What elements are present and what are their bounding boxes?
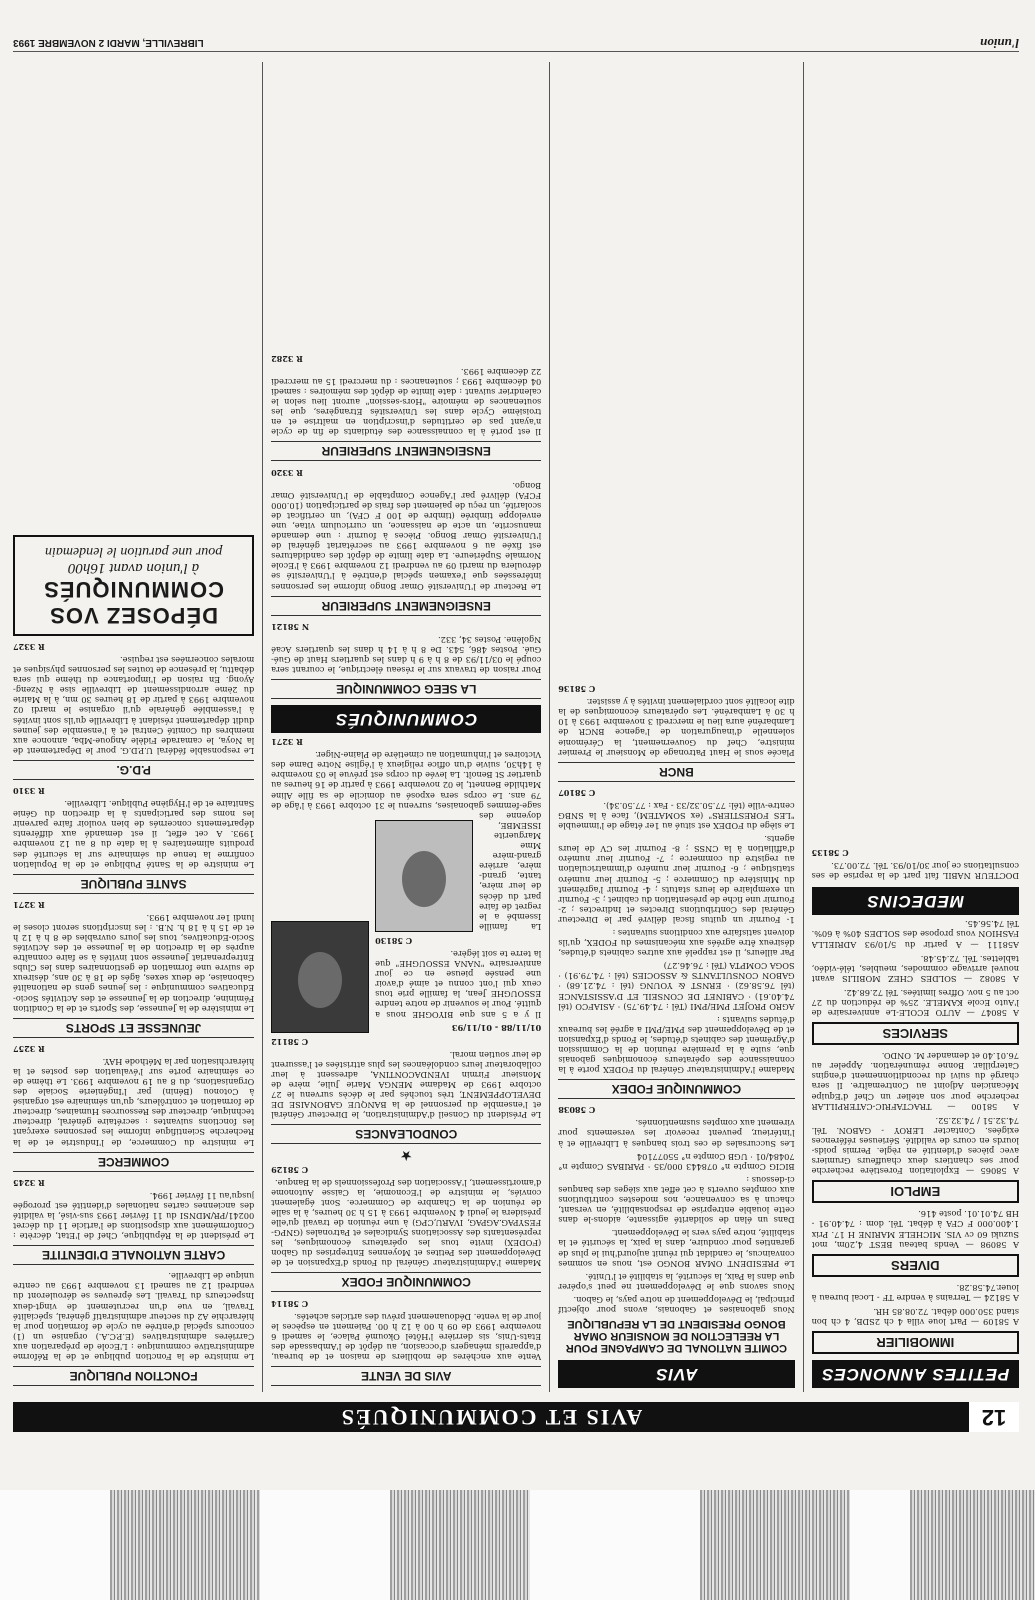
- fodex-paragraph: AGRO PROJET PME/PMI (Tél : 74.49.75) · ASIAFCO (tél 74.40.61) · CABINET DE CONSEIL ET D'ASSISTANCE (tél 76.58.62) · ERNST & YOUNG (tél : 74.21.68) · GABON CONSULTANTS & ASSOCIES (tél : 74.79.91) · SOGA COMPTA (Tél : 76.46.27): [558, 961, 795, 1012]
- dateline: LIBREVILLE, MARDI 2 NOVEMBRE 1993: [13, 37, 204, 49]
- avis-de-vente-text: Vente aux enchères de mobiliers de maison et de bureau, d'appareils ménagers d'occasion, au dépôt de l'Ambassade des Etats-Unis, sis derrière l'Hôtel Okoumé Palace, le samedi 6 novembre 1993 de 09 h 00 à 12 h 00. Paiement en espèces le jour de la vente. Dédouanement prévu des articles achetés.: [271, 1311, 542, 1362]
- reference-code: R 3257: [13, 1043, 45, 1054]
- enseignement-2-heading: ENSEIGNEMENT SUPERIEUR: [271, 441, 541, 461]
- noise-bar: [110, 1490, 260, 1600]
- column-rule: [549, 62, 550, 1392]
- reference-code: R 3271: [13, 899, 45, 910]
- seeg-heading: LA SEEG COMMUNIQUE: [271, 679, 541, 699]
- services-heading: SERVICES: [812, 1022, 1019, 1045]
- deposez-line-2: à l'union avant 16h00: [68, 559, 200, 576]
- enseignement-text: Le Recteur de l'Université Omar Bongo informe les personnes intéressées que l'examen spécial d'entrée à l'Université se déroulera du mardi 09 au vendredi 12 novembre 1993 à l'Ecole Normale Supérieure. La date limite de dépôt des candidatures est fixée au 6 novembre 1993 au secrétariat général de l'Université Omar Bongo. Pièces à fournir : une demande manuscrite, un acte de naissance, un curriculum vitae, une enveloppe timbrée (timbre de 100 F CFA), un certificat de scolarité, un reçu de paiement des frais de participation (10.000 FCFA) délivré par l'Agence Comptable de l'Université Omar Bongo.: [271, 480, 542, 592]
- in-memoriam-dates: 01/11/88 - 01/11/93: [451, 1022, 542, 1033]
- classified-ad: A 58047 — AUTO ECOLE-Le anniversaire de l'Auto Ecole KAMELE. 25% de réduction du 27 oct au 5 nov. Offres limitées. Tél 72.68.42.: [811, 987, 1019, 1019]
- classified-ad: A 58098 — Vends bateau BEST 4,20m, mot Suzuki 60 cv VIS. MICHELE MARINE H 17. Prix 1.400.000 F CFA à débat. Tél. dom : 74.40.91 - HB 74.01.01. poste 416.: [811, 1209, 1019, 1250]
- portrait-photo: [375, 820, 473, 932]
- jeunesse-text: Le ministère de la Jeunesse, des Sports et de la Condition Féminine, direction de la Jeunesse et des Activités Socio-Educatives communique : les jeunes gens de nationalité Gabonaise, de deux sexes, âgés de 18 à 30 ans, désireux de suivre une formation de gestionnaires dans les Clubs Entreprenariat Jeunesse sont invités à se faire connaître auprès de la direction de la jeunesse et des Activités Socio-Educatives, tous les jours ouvrables de 8 h à 12 h et de 15 h à 18 h. N.B. : les inscriptions seront closes le lundi 1er novembre 1993.: [13, 912, 255, 1014]
- avis-title: COMITE NATIONAL DE CAMPAGNE POUR LA REELECTION DE MONSIEUR OMAR BONGO PRESIDENT DE LA REPUBLIQUE: [565, 1318, 788, 1354]
- avis-paragraph: Le PRESIDENT OMAR BONGO est, nous en sommes convaincus, le candidat qui réunit aujourd'hui le plus de garanties pour conduire, dans la paix, la sécurité et la stabilité, notre pays vers le Développement.: [558, 1228, 795, 1269]
- fonction-publique-heading: FONCTION PUBLIQUE: [13, 1366, 254, 1386]
- classified-ad: A 58065 — Exploitation Forestière recherche pour ses chantiers deux chauffeurs Grumiers avec pièces d'identité en règle. Permis poids-lourds en cours de validité. Sérieuses références exigées. Contacter LEROY - GABON. Tél. 74.32.51 / 74.32.52.: [811, 1115, 1019, 1177]
- fodex-paragraph: Madame l'Administrateur Général du FODEX porte à la connaissance des opérateurs économiques gabonais que, suite à la première réunion de la Commission d'Agrément des cabinets d'études, le Fonds d'Expansion et de Développement des PME/PMI a agréé les bureaux d'études suivants :: [558, 1014, 795, 1076]
- condoleances-text: Le Président du Conseil d'Administration, le Directeur Général et l'ensemble du personnel de la BANQUE GABONAISE DE DEVELOPPEMENT, très touchés par le décès survenu le 27 octobre 1993 de Madame MENGA Marie Julie, mère de Monsieur Firmin IVENDACONTINA, adressent à leur collaborateur leurs condoléances les plus attristées et l'assurent de leur soutien moral.: [271, 1049, 542, 1121]
- deposez-line-1: DÉPOSEZ VOS COMMUNIQUÉS: [43, 576, 225, 628]
- scanner-noise-strip: [0, 1490, 1035, 1600]
- reference-code: R 3327: [13, 641, 45, 652]
- columns: [13, 62, 1019, 1392]
- deposez-communiques-box: [13, 535, 254, 636]
- face-shape: [402, 851, 446, 907]
- column-avis: [558, 62, 794, 1392]
- sante-heading: SANTE PUBLIQUE: [13, 874, 254, 894]
- seeg-text: Pour raison de travaux sur le réseau électrique, le courant sera coupé le 03/11/93 de 8 h à 9 h dans les quartiers Haut de Gué-Gué. Postes 486, 543. De 8 h à 14 h dans les quartiers Acaé Ngolène. Postes 34, 332.: [271, 634, 542, 676]
- reference-code: C 58114: [271, 1298, 309, 1309]
- bncr-text: Placée sous le Haut Patronage de Monsieur le Premier ministre, Chef du Gouvernement, la Cérémonie solennelle d'inauguration de l'agence BNCR de Lambaréné aura lieu le mercredi 3 novembre 1993 à 10 h 30 à Lambaréné. Les opérateurs économiques de la dite localité sont cordialement invités à y assister.: [558, 697, 795, 758]
- column-rule: [803, 62, 804, 1392]
- portrait-photo: [271, 921, 369, 1033]
- fodex-paragraph: 1- Fournir un quitus fiscal délivré par le Directeur Général des Contributions Directes et Indirectes ; 2- Fournir une fiche de présentation du cabinet ; 3- Fournir un exemplaire de leurs statuts ; 4- Fournir l'agrément du Ministère du Commerce ; 5- Fournir leur numéro statistique ; 6- Fournir leur numéro d'immatriculation au registre du commerce ; 7- Fournir leur numéro d'affiliation à la CNSS ; 8- Fournir les CV de leurs agents.: [558, 834, 795, 925]
- classified-ad: A 58109 — Part loue villa 4 ch 2SDB, 4 ch bon stand 350.000 débat. 72.08.85 HR.: [811, 1306, 1019, 1327]
- petites-annonces-banner: PETITES ANNONCES: [812, 1360, 1019, 1388]
- avis-paragraph: Nous gabonaises et Gabonais, avons pour objectif principal, le Développement de notre pays, le Gabon.: [558, 1294, 795, 1315]
- commerce-text: Le ministre du Commerce, de l'Industrie et de la Recherche Scientifique informe les personnes exerçant les fonctions suivantes : secrétaire général, directeur technique, directeur des Ressources Humaines, directeur de formation et contrôleurs, qu'un séminaire est organisé à Cotonou (Bénin) par l'Ingénierie Sociale des Organisations, du 8 au 19 novembre 1993. Le thème de ce séminaire porte sur l'évaluation des postes et la hiérarchisation par la Méthode HAY.: [13, 1056, 255, 1148]
- enseignement-2-text: Il est porté à la connaissance des étudiants de fin de cycle n'ayant pas de certitudes d'inscription en maîtrise et en troisième Cycle dans les Universités Etrangères, que les soutenances de mémoire "Hors-session" auront lieu selon le calendrier suivant : date limite de dépôt des mémoires : samedi 04 décembre 1993 ; soutenances : du mercredi 15 au mercredi 22 décembre 1993.: [271, 366, 542, 438]
- section-title: AVIS ET COMMUNIQUÉS: [339, 1405, 643, 1430]
- column-petites-annonces: [812, 62, 1019, 1392]
- reference-code: C 58135: [811, 848, 849, 859]
- column-government: [13, 62, 254, 1392]
- avis-banner: AVIS: [558, 1360, 794, 1388]
- reference-code: C 58038: [558, 1105, 596, 1116]
- deces-text: La famille Issembé a le regret de faire part du décès de leur mère, tante, grand-mère, arrière grand-mère Mme Marguerite ISSEMBE, doyenne des sage-femmes gabonaises, survenu le 31 octobre 1993 à l'âge de 79 ans. Le corps sera exposé au domicile de sa fille Aline Mathilde Bennett, le 02 novembre 1993 à partir de 16 heures au quartier St Benoît. La levée du corps est prévue le 03 novembre à 14h30, suivie d'un office religieux à l'église Notre Dame des Victoires et l'inhumation au cimetière de Plaine-Niger.: [271, 750, 542, 932]
- reference-code: R 3271: [271, 737, 303, 748]
- fonction-publique-text: Le ministre de la Fonction publique et de la Réforme administrative communique : L'Ecole de préparation aux Carrières administratives (E.P.C.A.) organise un (1) concours spécial d'entrée au cycle de formation pour la hiérarchie A2 du secteur administratif général, spécialité Travail, en vue d'un recrutement de vingt-deux Inspecteurs du Travail. Les épreuves se dérouleront du vendredi 12 au samedi 13 novembre 1993 au centre unique de Libreville.: [13, 1271, 255, 1362]
- carte-identite-heading: CARTE NATIONALE D'IDENTITE: [13, 1245, 254, 1265]
- noise-bar: [390, 1490, 530, 1600]
- noise-bar: [700, 1490, 850, 1600]
- page-footer: [13, 35, 1019, 52]
- avis-de-vente-heading: AVIS DE VENTE: [271, 1366, 541, 1386]
- star-ornament-icon: ★: [399, 1147, 413, 1164]
- reference-code: C 58107: [558, 787, 596, 798]
- bncr-heading: BNCR: [558, 762, 794, 782]
- medecins-text: DOCTEUR NABIL fait part de la reprise de ses consultations ce jour 30/10/93. Tél. 72.00.73.: [811, 861, 1019, 882]
- noise-bar: [910, 1490, 1035, 1600]
- commerce-heading: COMMERCE: [13, 1152, 254, 1172]
- reference-code: N 58121: [271, 621, 310, 632]
- carte-identite-text: Le président de la République, Chef de l'Etat, décrète : Conformément aux dispositions de l'article 11 du décret 00241/PR/MDNSI du 11 février 1993 sus-visé, la validité des anciennes cartes nationales d'identité est prorogée jusqu'au 11 février 1994.: [13, 1190, 255, 1242]
- medecins-banner: MEDECINS: [812, 887, 1019, 915]
- blank-strip: [530, 1490, 700, 1600]
- blank-strip: [0, 1490, 110, 1600]
- running-header: [13, 1402, 1019, 1432]
- blank-strip: [850, 1490, 910, 1600]
- enseignement-heading: ENSEIGNEMENT SUPERIEUR: [271, 596, 541, 616]
- avis-paragraph: Dans un élan de solidarité agissante, aidons-le dans cette louable entreprise de responsabilité, en versant, chacun à sa convenance, nos modestes contributions aux comptes ouverts à cet effet aux sièges des banques ci-dessous :: [558, 1174, 795, 1226]
- reference-code: R 3320: [271, 467, 303, 478]
- in-memoriam-text: Il y a 5 ans que BIYOGHE nous a quitté. Pour le souvenir de notre tendre ESSOUGHE Jean, la famille prie tous ceux qui l'ont connu et aimé d'avoir une pensée pieuse en ce jour anniversaire "NANA ESSOUGHE" que la terre te soit légère.: [375, 949, 542, 1020]
- reference-code: R 3282: [271, 353, 303, 364]
- emploi-heading: EMPLOI: [812, 1180, 1019, 1203]
- column-rule: [262, 62, 263, 1392]
- page-number: 12: [969, 1402, 1019, 1432]
- deposez-line-3: pour une parution le lendemain: [44, 543, 223, 559]
- jeunesse-heading: JEUNESSE ET SPORTS: [13, 1018, 254, 1038]
- reference-code: C 58112: [271, 1036, 309, 1047]
- reference-code: R 3310: [13, 785, 45, 796]
- immobilier-heading: IMMOBILIER: [812, 1331, 1019, 1354]
- pdg-text: Le responsable fédéral U.P.D.G. pour le Département de la Noya, le camarade Fidèle Angoue-Mba, annonce aux membres du Comité Central et à l'ensemble des jeunes dudit département résidant à Libreville qu'ils sont invités à l'assemblée générale qu'il organise le mardi 02 novembre 1993 à partir de 18 heures 30 mn, à la Mairie du 2ème arrondissement de Libreville sise à Nzeng-Ayong. En raison de l'importance du thème qui sera débattu, la présence de toutes les personnes physiques et morales concernées est requise.: [13, 655, 255, 756]
- communiques-banner: COMMUNIQUÉS: [271, 705, 541, 733]
- communique-fodex-2-heading: COMMUNIQUE FODEX: [271, 1272, 541, 1292]
- condoleances-heading: CONDOLEANCES: [271, 1124, 541, 1144]
- reference-code: C 58136: [558, 684, 596, 695]
- reference-code: C 58130: [375, 935, 413, 946]
- sante-text: Le ministre de la Santé Publique et de la Population confirme la tenue du séminaire sur la sécurité des produits alimentaires à la date du 8 au 12 novembre 1993. A cet effet, il est demandé aux différents départements concernés de bien vouloir faire parvenir les noms des participants à la direction du Génie Sanitaire et de l'Hygiène Publique. Libreville.: [13, 799, 255, 870]
- blank-strip: [260, 1490, 390, 1600]
- classified-ad: A 58082 — SOLDES CHEZ MOBILIS avant nouvel arrivage commodes, meubles, télé-vidéo, tablettes. Tél. 72.45.48.: [811, 953, 1019, 984]
- avis-paragraph: Nous savons que le Développement ne peut s'opérer que dans la Paix, la sécurité, la stabilité et l'Unité.: [558, 1271, 795, 1292]
- fodex-paragraph: Par ailleurs, il est rappelé aux autres cabinets d'études, désireux être agréés aux mécanismes du FODEX, qu'ils doivent satisfaire aux conditions suivantes :: [558, 928, 795, 959]
- classified-ad: A58111 — A partir du 5/10/93 ADRIELLA FASHION vous propose des SOLDES 40% à 60%. Tél 74.56.45.: [811, 919, 1019, 950]
- reference-code: R 3245: [13, 1177, 45, 1188]
- fodex-paragraph: Le siège du FODEX est situé au 1er étage de l'immeuble "LES FORESTIERS" (ex SOMATEM), face à la SNBG centre-ville (tél: 77.50.32/33 - Fax : 77.50.34).: [558, 800, 795, 832]
- pdg-heading: P.D.G.: [13, 760, 254, 780]
- divers-heading: DIVERS: [812, 1254, 1019, 1277]
- face-shape: [298, 952, 342, 1008]
- classified-ad: A 58100 — TRACTAFRIC-CATERPILLAR recherche pour son atelier un Chef d'Equipe Mécanicien Adjoint au Contremaître. Il sera chargé du suivi du reconditionnement d'engins Caterpillar. Bonne rémunération. Appeler au 76.01.40 et demander M. ONDO.: [811, 1051, 1019, 1112]
- column-communiques: [271, 62, 541, 1392]
- publication-logo: l'union: [979, 36, 1019, 51]
- fodex-2-text: Madame l'Administrateur Général du Fonds d'Expansion et de Développement des Petites et Moyennes Entreprises du Gabon (FODEX) invite tous les opérateurs économiques, les représentants des Associations Syndicales et Patronales (GNPG-FESYPAG.AGPAG, IVARU,CPG) à une réunion de travail qu'elle présidera le jeudi 4 Novembre 1993 à 15 h 30 heures, à la salle de réunion de la Chambre de Commerce. Sont également conviés, le ministre de l'Economie, la Caisse Autonome d'amortissement, l'Association des Professionnels de la Banque.: [271, 1177, 542, 1269]
- avis-paragraph: BICIG Compte n° 078443 000/35 · PARIBAS Compte n° 70484/01 · UGB Compte n° 55077104: [558, 1151, 795, 1172]
- communique-fodex-heading: COMMUNIQUE FODEX: [558, 1079, 794, 1099]
- avis-paragraph: Les Succursales de ces trois banques à Libreville et à l'intérieur, peuvent recevoir les versements pour virement aux comptes susmentionnés.: [558, 1118, 795, 1149]
- page-frame: [13, 16, 1019, 1432]
- classified-ad: A 58124 — Terrains à vendre TF - Local bureau à louer.74.58.28.: [811, 1282, 1019, 1303]
- reference-code: C 58129: [271, 1164, 309, 1175]
